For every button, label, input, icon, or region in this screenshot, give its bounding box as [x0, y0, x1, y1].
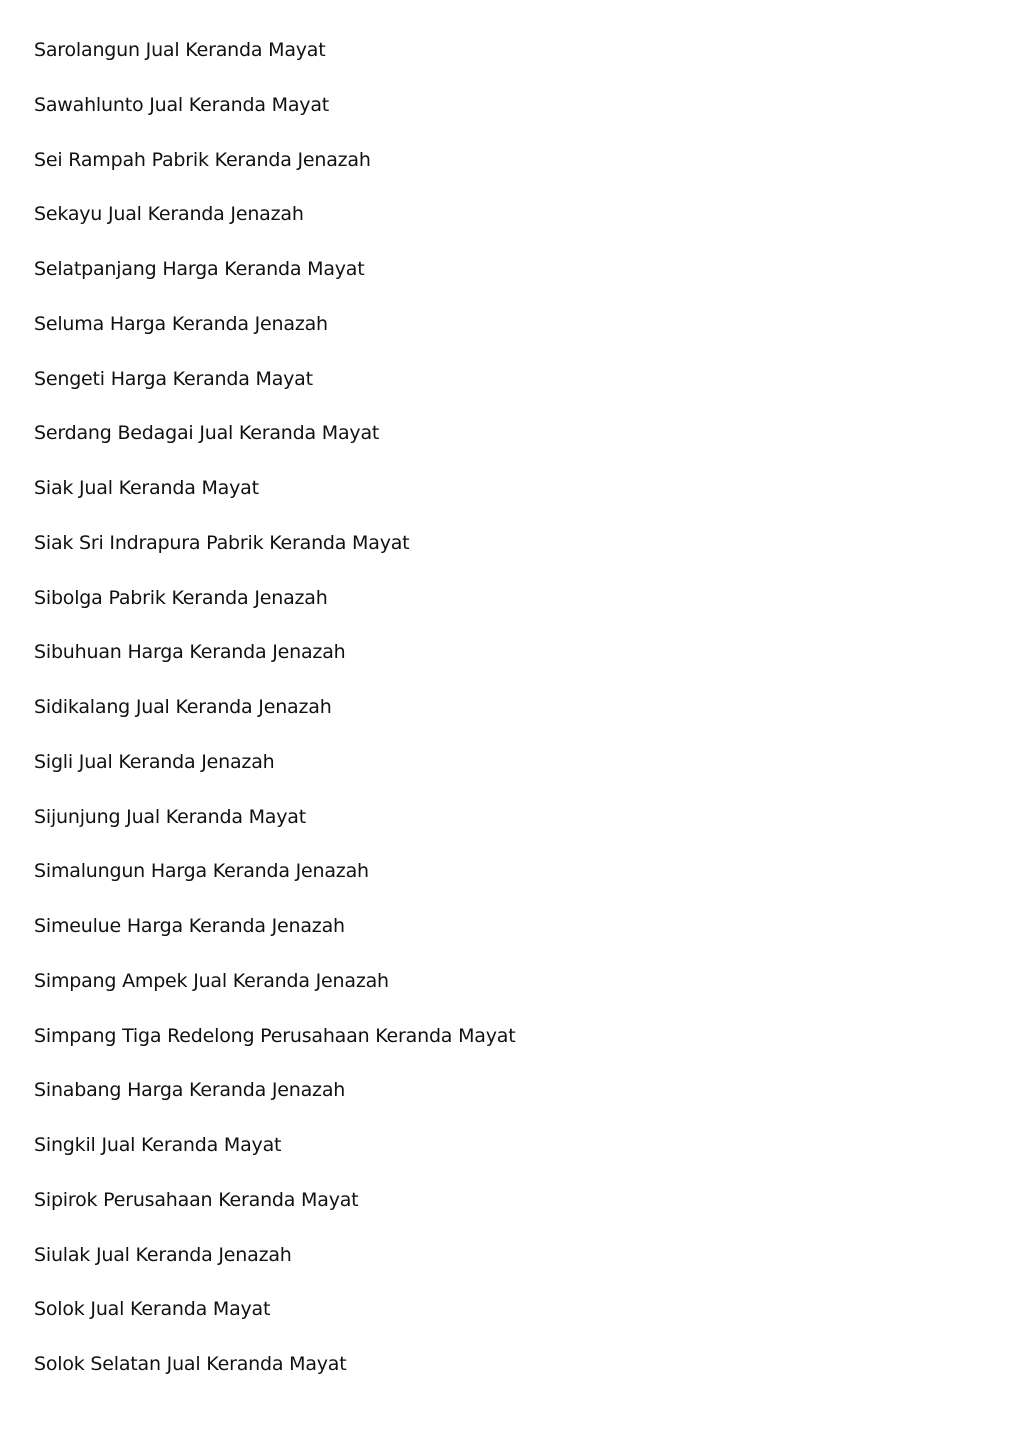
list-item: Seluma Harga Keranda Jenazah — [34, 312, 328, 335]
list-item: Sijunjung Jual Keranda Mayat — [34, 805, 306, 828]
list-item: Siulak Jual Keranda Jenazah — [34, 1243, 292, 1266]
list-item: Sibuhuan Harga Keranda Jenazah — [34, 641, 346, 664]
list-item: Sei Rampah Pabrik Keranda Jenazah — [34, 148, 371, 171]
list-item: Simpang Ampek Jual Keranda Jenazah — [34, 969, 389, 992]
list-item: Sawahlunto Jual Keranda Mayat — [34, 93, 330, 116]
list-item: Selatpanjang Harga Keranda Mayat — [34, 258, 365, 280]
list-item: Sidikalang Jual Keranda Jenazah — [34, 696, 332, 718]
list-item: Sipirok Perusahaan Keranda Mayat — [34, 1188, 359, 1211]
list-item: Sengeti Harga Keranda Mayat — [34, 367, 313, 390]
list-item: Simeulue Harga Keranda Jenazah — [34, 915, 345, 937]
list-item: Solok Selatan Jual Keranda Mayat — [34, 1353, 347, 1375]
list-item: Simalungun Harga Keranda Jenazah — [34, 860, 369, 883]
list-item: Sarolangun Jual Keranda Mayat — [34, 39, 326, 61]
list-item: Simpang Tiga Redelong Perusahaan Keranda Mayat — [34, 1024, 516, 1047]
list-item: Solok Jual Keranda Mayat — [34, 1298, 271, 1321]
list-item: Sekayu Jual Keranda Jenazah — [34, 203, 304, 226]
list-item: Singkil Jual Keranda Mayat — [34, 1134, 282, 1156]
list-item: Siak Sri Indrapura Pabrik Keranda Mayat — [34, 531, 410, 554]
keyword-list — [34, 36, 515, 1405]
list-item: Siak Jual Keranda Mayat — [34, 477, 259, 499]
list-item: Sinabang Harga Keranda Jenazah — [34, 1079, 346, 1102]
list-item: Serdang Bedagai Jual Keranda Mayat — [34, 422, 380, 445]
list-item: Sigli Jual Keranda Jenazah — [34, 750, 275, 773]
list-item: Sibolga Pabrik Keranda Jenazah — [34, 586, 328, 609]
